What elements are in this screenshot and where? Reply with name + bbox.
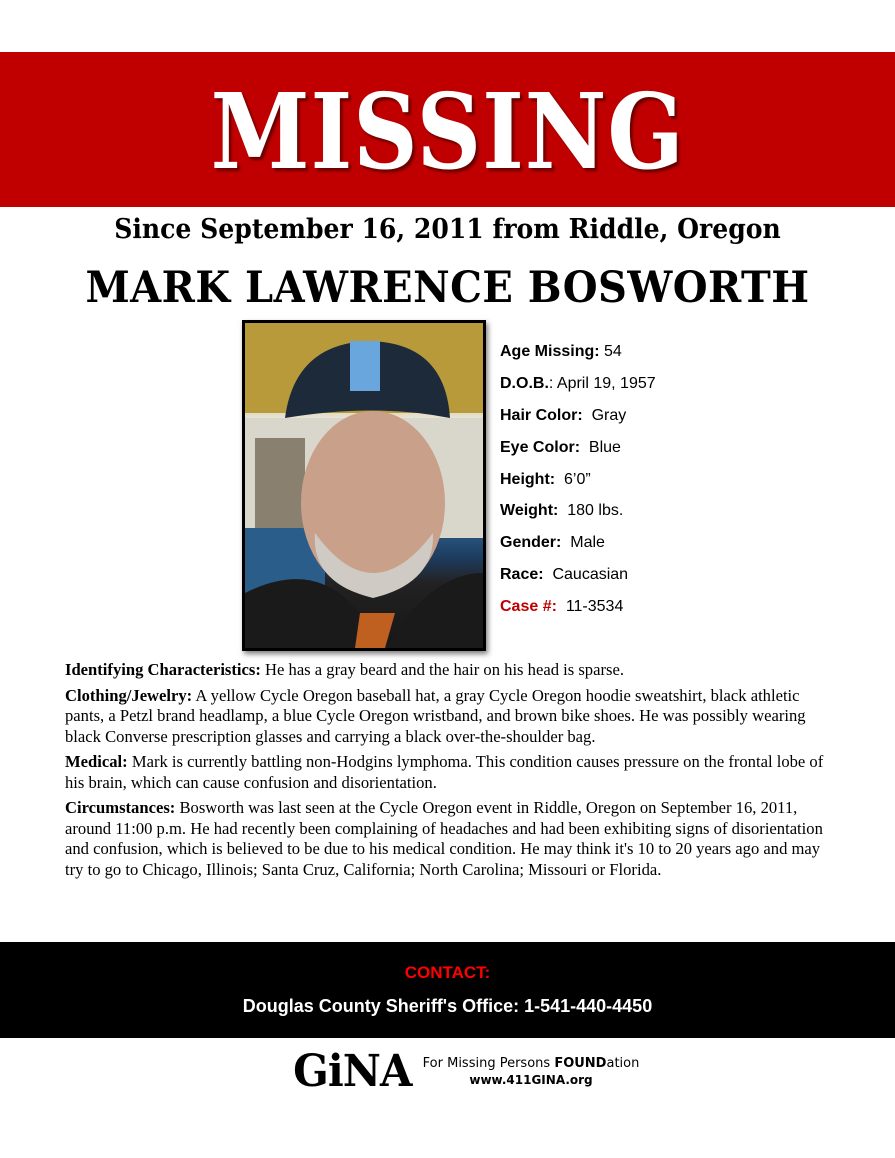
- gina-logo-mark: GiNA: [293, 1046, 412, 1097]
- gina-logo: [290, 1048, 639, 1096]
- person-photo: [242, 320, 486, 651]
- fact-gender: Gender: Male: [500, 534, 605, 552]
- person-name: MARK LAWRENCE BOSWORTH: [85, 263, 810, 313]
- contact-bar: [0, 942, 895, 1038]
- fact-race: Race: Caucasian: [500, 566, 629, 584]
- fact-weight: Weight: 180 lbs.: [500, 502, 624, 520]
- fact-age-missing: Age Missing: 54: [500, 343, 622, 360]
- gina-tagline: For Missing Persons FOUNDation www.411GINA.org: [422, 1056, 640, 1087]
- contact-phone: Douglas County Sheriff's Office: 1-541-440-4450: [242, 996, 653, 1016]
- portrait-illustration: [245, 323, 483, 648]
- fact-height: Height: 6’0”: [500, 470, 591, 488]
- fact-eye-color: Eye Color: Blue: [500, 438, 621, 456]
- person-facts: [500, 336, 656, 623]
- fact-dob: D.O.B.: April 19, 1957: [500, 374, 656, 392]
- fact-hair-color: Hair Color: Gray: [500, 406, 627, 424]
- case-details: [65, 660, 840, 885]
- missing-banner: [0, 52, 895, 207]
- identifying-characteristics: Identifying Characteristics: He has a gray beard and the hair on his head is sparse.: [65, 660, 624, 679]
- clothing-jewelry: Clothing/Jewelry: A yellow Cycle Oregon baseball hat, a gray Cycle Oregon hoodie sweatshirt, black athletic pants, a Petzl brand headlamp, a blue Cycle Oregon wristband, and brown bike shoes. He was possibly wearing black Converse prescription glasses and carrying a black over-the-shoulder bag.: [65, 685, 806, 746]
- circumstances: Circumstances: Bosworth was last seen at the Cycle Oregon event in Riddle, Oregon on September 16, 2011, around 11:00 p.m. He had recently been complaining of headaches and had been exhibiting signs of disorientation and confusion, which is believed to be due to his medical condition. He may think it's 10 to 20 years ago and may try to go to Chicago, Illinois; Santa Cruz, California; North Carolina; Missouri or Florida.: [65, 798, 823, 879]
- fact-case-number: Case #: 11-3534: [500, 598, 624, 616]
- medical: Medical: Mark is currently battling non-Hodgins lymphoma. This condition causes pressure on the frontal lobe of his brain, which can cause confusion and disorientation.: [65, 752, 824, 792]
- gina-website[interactable]: www.411GINA.org: [469, 1073, 593, 1087]
- banner-title: MISSING: [210, 69, 685, 193]
- missing-since-line: Since September 16, 2011 from Riddle, Oregon: [114, 214, 781, 245]
- contact-label: CONTACT:: [404, 963, 491, 982]
